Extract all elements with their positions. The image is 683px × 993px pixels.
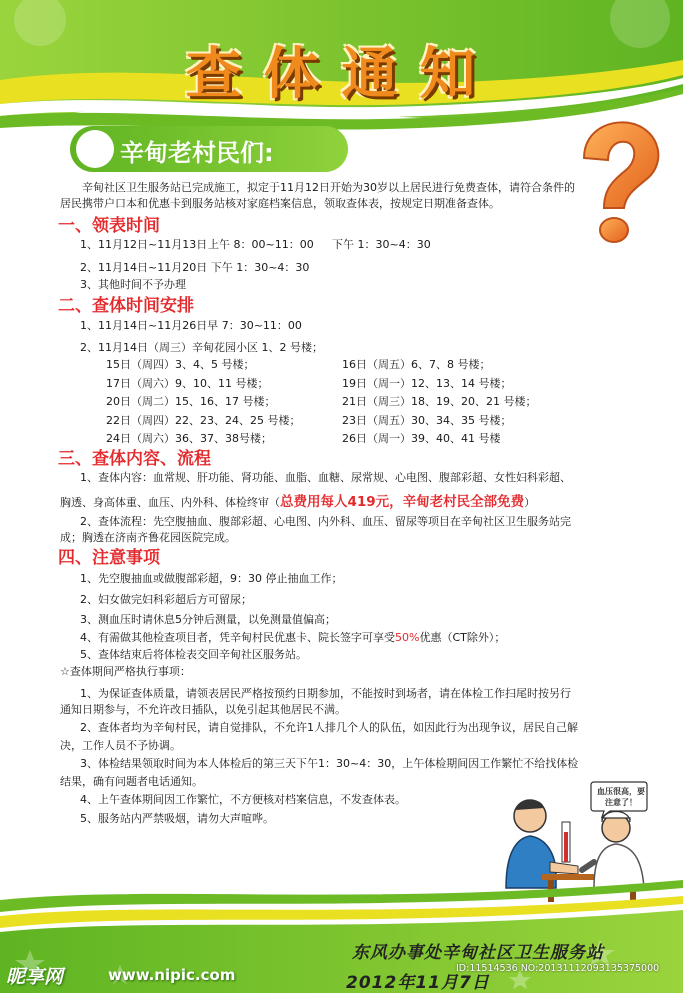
greeting-text: 辛甸老村民们: [120,139,274,167]
schedule-row: 24日（周六）36、37、38号楼； [106,432,272,445]
watermark-url: www.nipic.com [108,966,236,984]
footer-date: 2012年11月7日 [346,973,490,993]
section3-item2-line1: 2、查体流程：先空腹抽血、腹部彩超、心电图、内外科、血压、留尿等项目在辛甸社区卫生服务站完 [80,515,571,528]
rule1-line1: 1、为保证查体质量，请领表居民严格按预约日期参加，不能按时到场者，请在体检工作扫尾时按另行 [80,687,571,700]
section3-heading: 三、查体内容、流程 [58,449,211,469]
rule4: 4、上午查体期间因工作繁忙，不方便核对档案信息，不发查体表。 [80,793,406,806]
rules-heading: ☆查体期间严格执行事项： [60,665,191,678]
section1-item1-am: 上午 8：00~11：00 [208,238,314,251]
section4-item3: 3、测血压时请休息5分钟后测量，以免测量值偏高； [80,613,336,626]
section2-heading: 二、查体时间安排 [58,296,194,316]
schedule-row: 20日（周二）15、16、17 号楼； [106,395,276,408]
watermark-id: ID:11514536 NO:20131112093135375000 [456,963,660,974]
schedule-row: 17日（周六）9、10、11 号楼； [106,376,269,390]
schedule-row: 19日（周一）12、13、14 号楼； [342,376,512,390]
section3-item1-suffix: ） [524,496,536,509]
rule5: 5、服务站内严禁吸烟，请勿大声喧哗。 [80,812,274,825]
schedule-row: 26日（周一）39、40、41 号楼 [342,432,501,445]
section4-item1: 1、先空腹抽血或做腹部彩超，9：30 停止抽血工作； [80,572,343,585]
section2-item2: 2、11月14日（周三）辛甸花园小区 1、2 号楼； [80,341,323,354]
section4-item4-prefix: 4、有需做其他检查项目者，凭辛甸村民优惠卡、院长签字可享受 [80,631,395,644]
schedule-right-column [342,356,536,449]
section4-item4 [80,630,505,646]
speech-bubble-text: 血压很高，要注意了！ [597,787,645,807]
section2-item1: 1、11月14日~11月26日早 7：30~11：00 [80,319,302,332]
schedule-left-column [106,356,300,449]
greeting-dot [76,130,114,168]
rule3-line2: 结果，确有问题者电话通知。 [60,775,203,788]
discount-highlight: 50% [395,631,420,644]
section4-heading: 四、注意事项 [58,548,160,568]
bottom-green-banner [0,870,683,993]
section1-item1-pm: 下午 1：30~4：30 [332,238,431,251]
section3-item1-line2 [60,494,535,511]
watermark-logo: 昵享网 [6,966,64,988]
rule3-line1: 3、体检结果领取时间为本人体检后的第三天下午1：30~4：30，上午体检期间因工作繁忙不给找体检 [80,757,579,770]
schedule-row: 16日（周五）6、7、8 号楼； [342,358,491,371]
section1-item1-date: 1、11月12日~11月13日 [80,238,208,251]
section4-item4-suffix: 优惠（CT除外）； [419,631,506,644]
schedule-row: 22日（周四）22、23、24、25 号楼； [106,413,301,427]
section3-item1-line1: 1、查体内容：血常规、肝功能、肾功能、血脂、血糖、尿常规、心电图、腹部彩超、女性妇科彩超、 [80,471,571,484]
section1-item2: 2、11月14日~11月20日 下午 1：30~4：30 [80,261,310,274]
schedule-row: 15日（周四）3、4、5 号楼； [106,358,255,371]
page-title: 查体通知 [185,42,498,107]
section1-heading: 一、领表时间 [58,216,160,236]
free-checkup-highlight: 总费用每人419元，辛甸老村民全部免费 [280,494,525,510]
section3-item1-prefix: 胸透、身高体重、血压、内外科、体检终审（ [60,496,280,509]
footer-organization: 东风办事处辛甸社区卫生服务站 [352,943,604,963]
rule2-line1: 2、查体者均为辛甸村民，请自觉排队，不允许1人排几个人的队伍，如因此行为出现争议，居民自己解 [80,721,578,734]
section1-item3: 3、其他时间不予办理 [80,278,186,291]
rule1-line2: 通知日期参与，不允许改日插队，以免引起其他居民不满。 [60,703,346,716]
schedule-row: 23日（周五）30、34、35 号楼； [342,413,512,427]
section4-item2: 2、妇女做完妇科彩超后方可留尿； [80,593,252,606]
section3-item2-line2: 成；胸透在济南齐鲁花园医院完成。 [60,531,236,544]
intro-paragraph: 辛甸社区卫生服务站已完成施工，拟定于11月12日开始为30岁以上居民进行免费查体，请符合条件的居民携带户口本和优惠卡到服务站核对家庭档案信息，领取查体表，按规定日期准备查体。 [60,181,575,210]
rule2-line2: 决，工作人员不予协调。 [60,739,181,752]
schedule-row: 21日（周三）18、19、20、21 号楼； [342,395,537,408]
section4-item5: 5、查体结束后将体检表交回辛甸社区服务站。 [80,648,307,661]
